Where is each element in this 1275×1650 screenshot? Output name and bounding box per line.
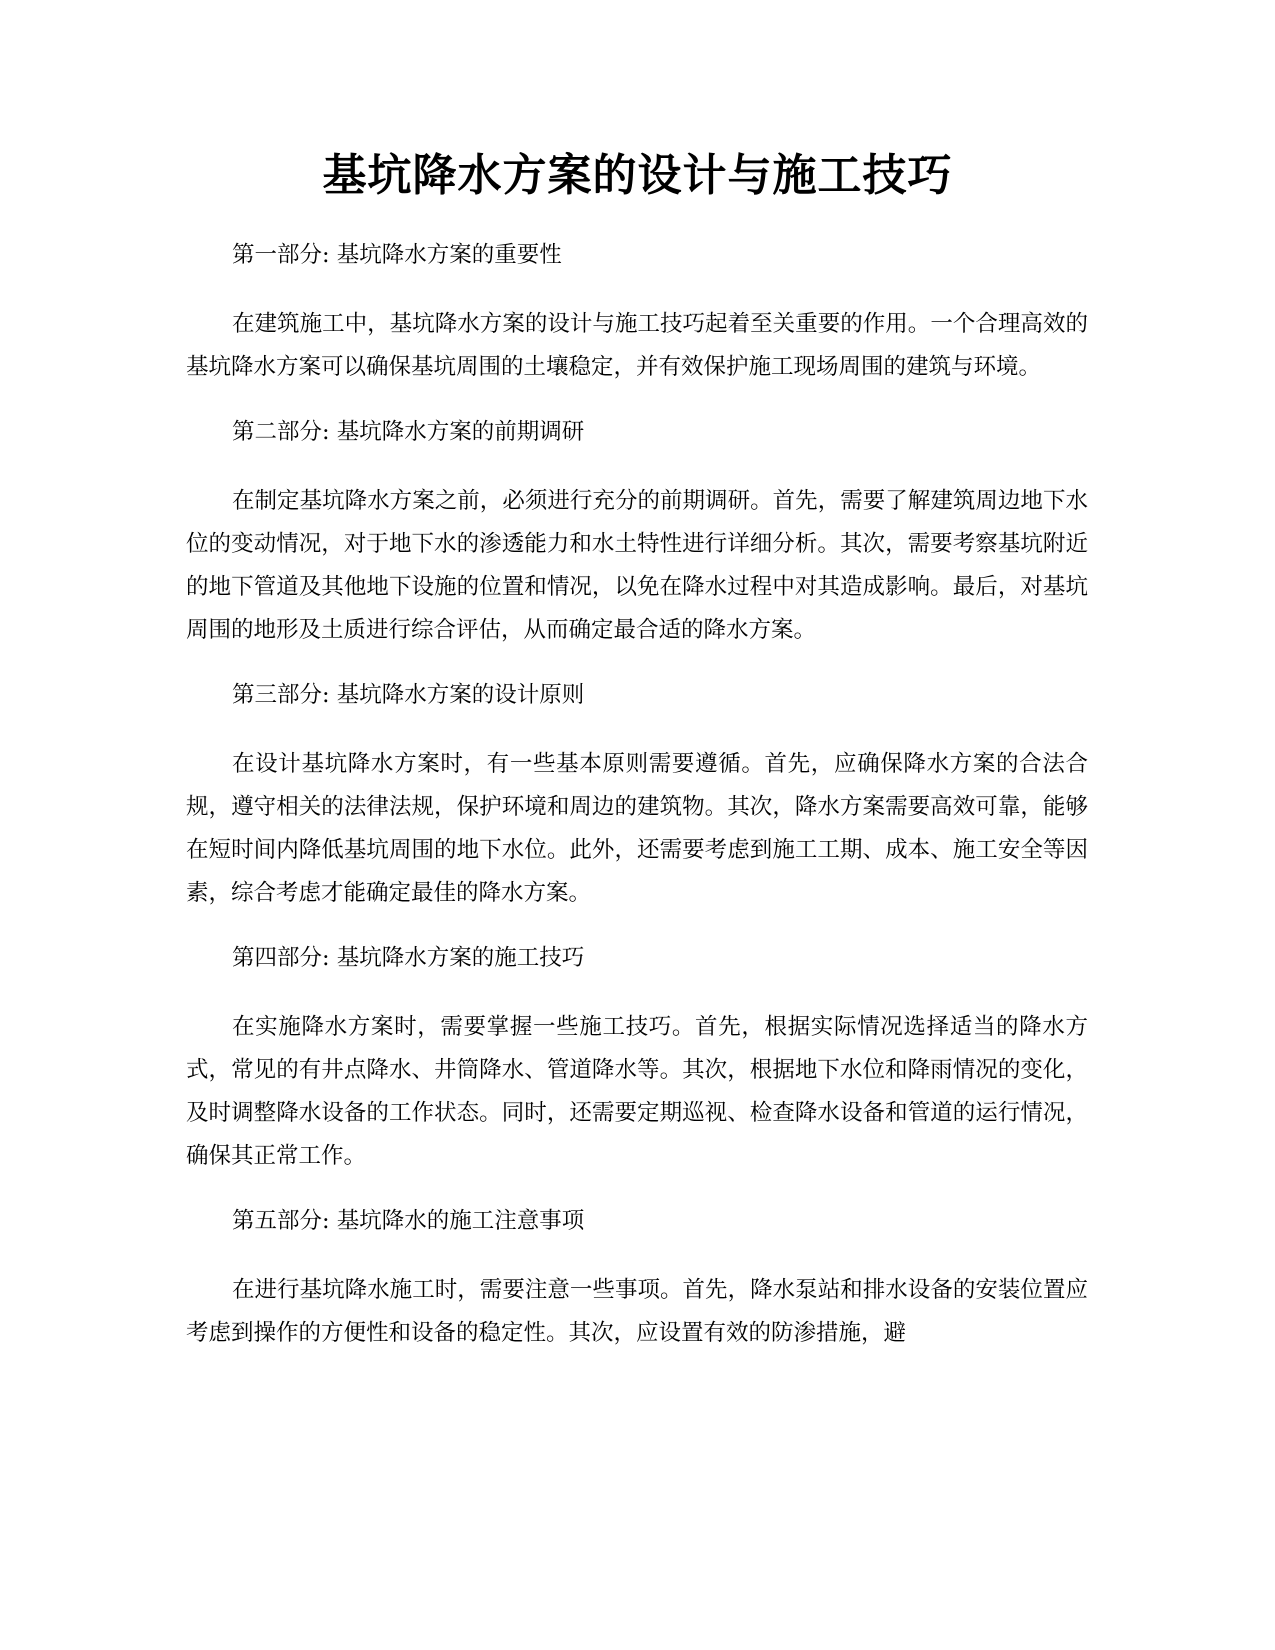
document-body bbox=[186, 236, 1088, 1355]
section-5-heading: 第五部分: 基坑降水的施工注意事项 bbox=[232, 1208, 585, 1234]
section-4-paragraph: 在实施降水方案时，需要掌握一些施工技巧。首先，根据实际情况选择适当的降水方式，常见的有井点降水、井筒降水、管道降水等。其次，根据地下水位和降雨情况的变化，及时调整降水设备的工作状态。同时，还需要定期巡视、检查降水设备和管道的运行情况，确保其正常工作。 bbox=[186, 1014, 1088, 1169]
section-3-heading: 第三部分: 基坑降水方案的设计原则 bbox=[232, 682, 585, 708]
section-1-heading: 第一部分: 基坑降水方案的重要性 bbox=[232, 242, 562, 268]
section-2-heading: 第二部分: 基坑降水方案的前期调研 bbox=[232, 419, 585, 445]
document-title: 基坑降水方案的设计与施工技巧 bbox=[322, 150, 953, 201]
section-2-paragraph: 在制定基坑降水方案之前，必须进行充分的前期调研。首先，需要了解建筑周边地下水位的变动情况，对于地下水的渗透能力和水土特性进行详细分析。其次，需要考察基坑附近的地下管道及其他地下设施的位置和情况，以免在降水过程中对其造成影响。最后，对基坑周围的地形及土质进行综合评估，从而确定最合适的降水方案。 bbox=[186, 488, 1088, 643]
section-4-heading: 第四部分: 基坑降水方案的施工技巧 bbox=[232, 945, 585, 971]
section-3-paragraph: 在设计基坑降水方案时，有一些基本原则需要遵循。首先，应确保降水方案的合法合规，遵守相关的法律法规，保护环境和周边的建筑物。其次，降水方案需要高效可靠，能够在短时间内降低基坑周围的地下水位。此外，还需要考虑到施工工期、成本、施工安全等因素，综合考虑才能确定最佳的降水方案。 bbox=[186, 751, 1088, 906]
section-1-paragraph: 在建筑施工中，基坑降水方案的设计与施工技巧起着至关重要的作用。一个合理高效的基坑降水方案可以确保基坑周围的土壤稳定，并有效保护施工现场周围的建筑与环境。 bbox=[186, 311, 1088, 380]
section-5-paragraph: 在进行基坑降水施工时，需要注意一些事项。首先，降水泵站和排水设备的安装位置应考虑到操作的方便性和设备的稳定性。其次，应设置有效的防渗措施，避 bbox=[186, 1277, 1088, 1346]
